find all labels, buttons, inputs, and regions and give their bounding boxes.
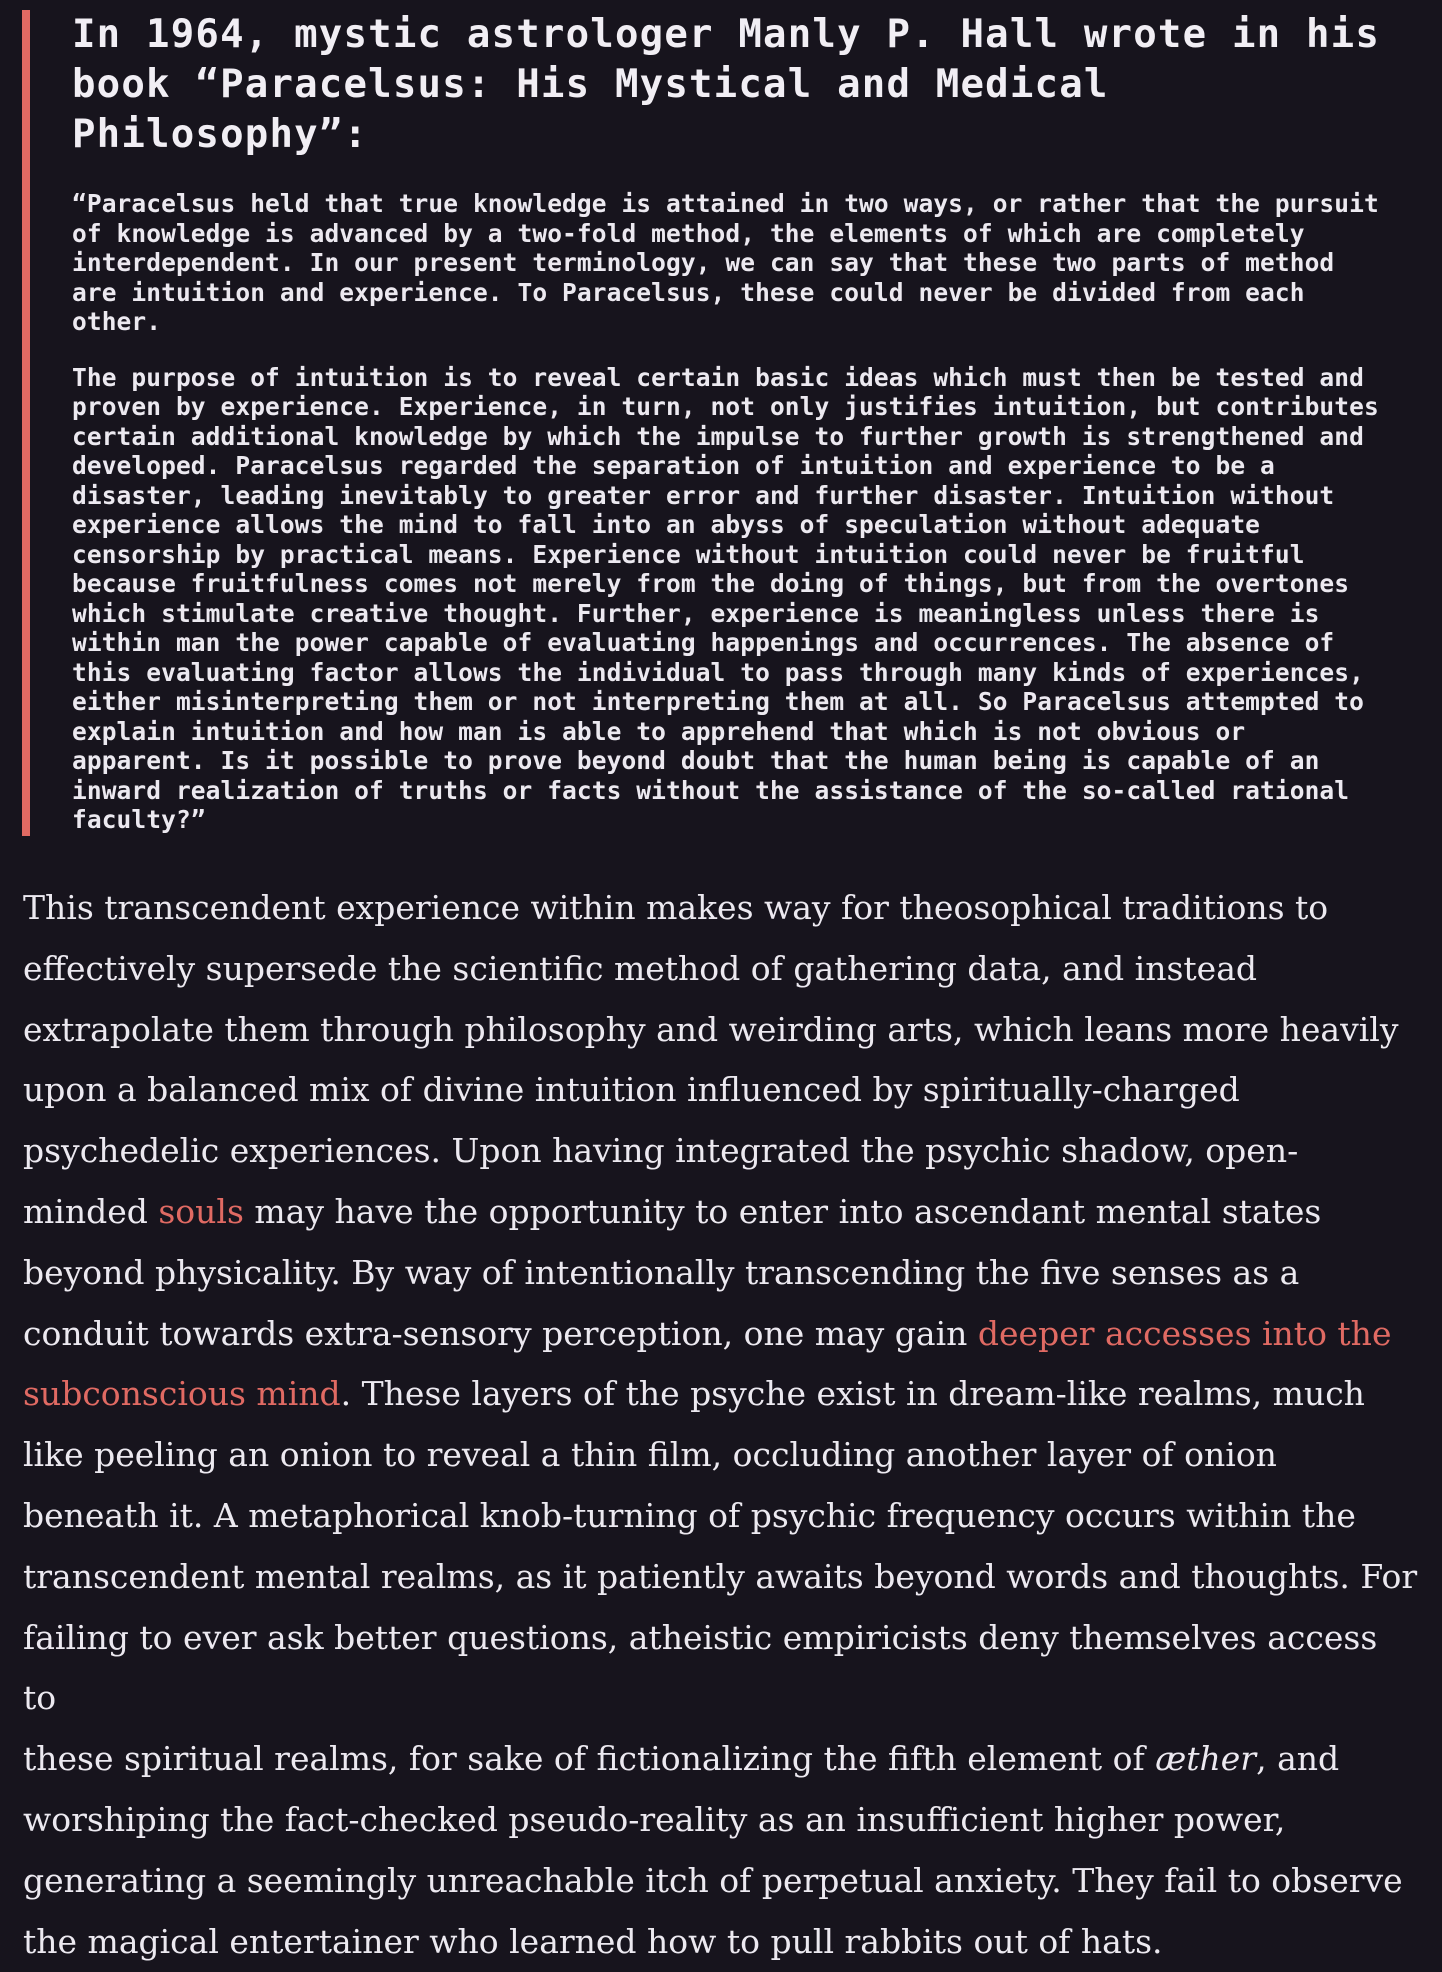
blockquote: [22, 10, 1422, 836]
body-text-segment: . These layers of the psyche exist in dream-like realms, much like peeling an onion to reveal a thin film, occluding another layer of onion beneath it. A metaphorical knob-turning of psychic frequency occurs within the transcendent mental realms, as it patiently awaits beyond words and thoughts. For failing to ever ask better questions, atheistic empiricists deny themselves access to these spiritual realms, for sake of fictionalizing the fifth element of: [23, 1374, 1418, 1779]
body-text-segment: , and worshiping the fact-checked pseudo-reality as an insufficient higher power, generating a seemingly unreachable itch of perpetual anxiety. They fail to observe the magical entertainer who learned how to pull rabbits out of hats.: [23, 1739, 1403, 1961]
quote-heading: In 1964, mystic astrologer Manly P. Hall wrote in his book “Paracelsus: His Mystical and Medical Philosophy”:: [72, 12, 1381, 157]
quote-paragraph-1: “Paracelsus held that true knowledge is attained in two ways, or rather that the pursuit of knowledge is advanced by a two-fold method, the elements of which are completely interdependent. In our present terminology, we can say that these two parts of method are intuition and experience. To Paracelsus, these could never be divided from each other.: [72, 189, 1379, 336]
body-paragraph: [23, 878, 1418, 1972]
body-text-segment: may have the opportunity to enter into ascendant mental states beyond physicality. By way of intentionally transcending the five senses as a conduit towards extra-sensory perception, one may gain: [23, 1191, 1322, 1353]
souls-link[interactable]: souls: [158, 1191, 244, 1231]
body-text-segment: This transcendent experience within makes way for theosophical traditions to effectively supersede the scientific method of gathering data, and instead extrapolate them through philosophy and weirding arts, which leans more heavily upon a balanced mix of divine intuition influenced by spiritually-charged psychedelic experiences. Upon having integrated the psychic shadow, open- minded: [23, 888, 1399, 1231]
quote-paragraph-2: The purpose of intuition is to reveal certain basic ideas which must then be tested and proven by experience. Experience, in turn, not only justifies intuition, but contributes certain additional knowledge by which the impulse to further growth is strengthened and developed. Paracelsus regarded the separation of intuition and experience to be a disaster, leading inevitably to greater error and further disaster. Intuition without experience allows the mind to fall into an abyss of speculation without adequate censorship by practical means. Experience without intuition could never be fruitful because fruitfulness comes not merely from the doing of things, but from the overtones which stimulate creative thought. Further, experience is meaningless unless there is within man the power capable of evaluating happenings and occurrences. The absence of this evaluating factor allows the individual to pass through many kinds of experiences, either misinterpreting them or not interpreting them at all. So Paracelsus attempted to explain intuition and how man is able to apprehend that which is not obvious or apparent. Is it possible to prove beyond doubt that the human being is capable of an inward realization of truths or facts without the assistance of the so-called rational faculty?”: [72, 362, 1379, 834]
subconscious-mind-link[interactable]: deeper accesses into the subconscious mind: [23, 1313, 1392, 1414]
aether-emphasis: æther: [1155, 1739, 1257, 1779]
